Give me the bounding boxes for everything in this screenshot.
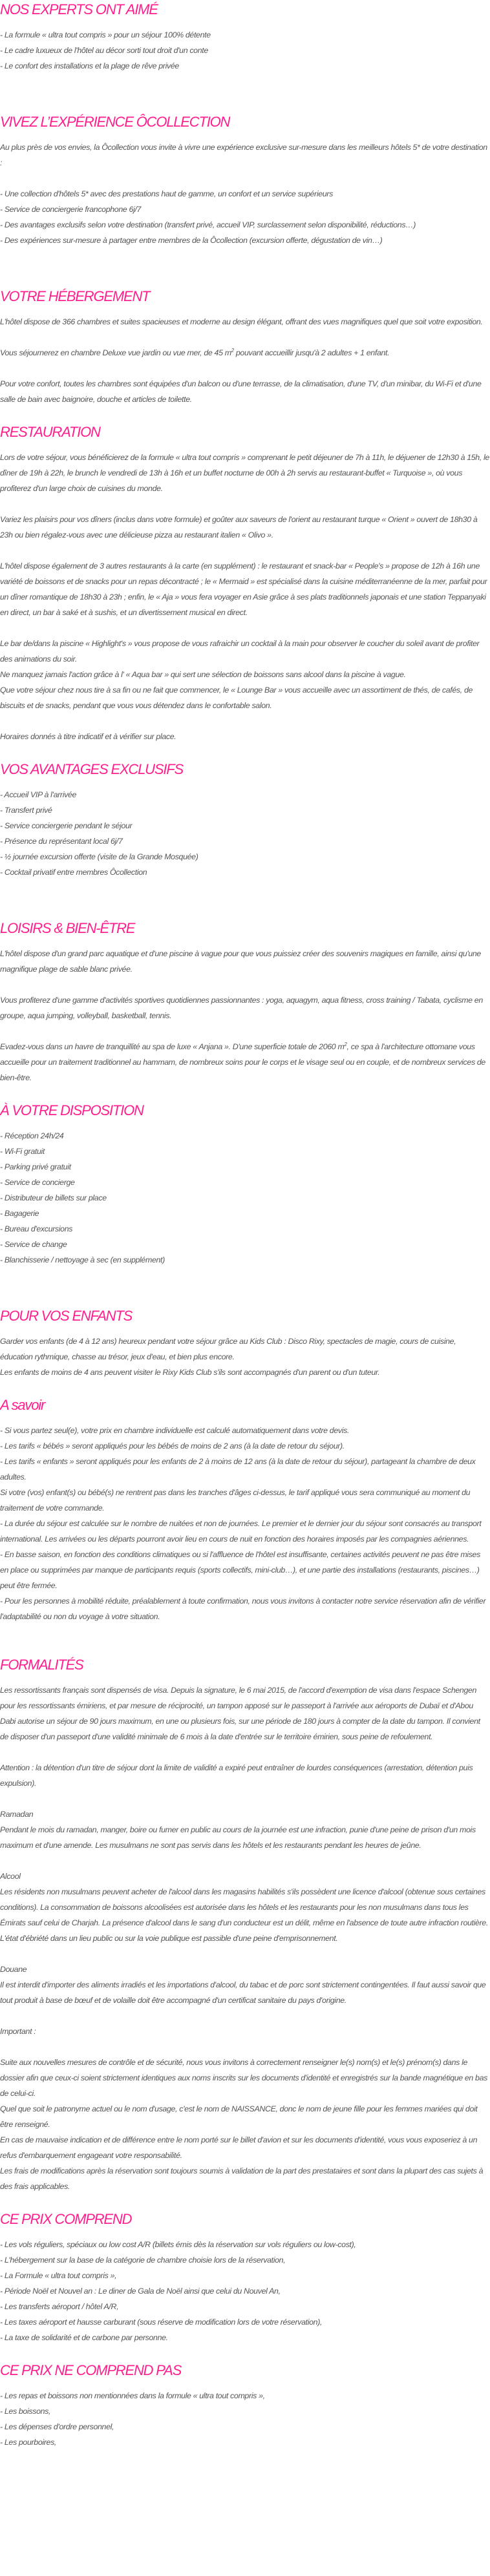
asavoir-line: - Si vous partez seul(e), votre prix en chambre individuelle est calculé automatiquement dans votre devis. — [0, 1426, 350, 1435]
ramadan-text: Pendant le mois du ramadan, manger, boire ou fumer en public au cours de la journée est une infraction, punie d'une peine de prison d'un mois maximum et d'une amende. Les musulmans ne sont pas servis dans les hôtels et les restaurants pendant les heures de jeûne. — [0, 1825, 476, 1850]
list-item: - Blanchisserie / nettoyage à sec (en supplément) — [0, 1255, 165, 1264]
hebergement-room-paragraph: Vous séjournerez en chambre Deluxe vue jardin ou vue mer, de 45 $m^2$ pouvant accueillir jusqu'à 2 adultes + 1 enfant. — [0, 347, 390, 357]
loisirs-paragraph: Vous profiterez d'une gamme d'activités sportives quotidiennes passionnantes : yoga, aquagym, aqua fitness, cross training / Tabata, cyclisme en groupe, aqua jumping, volleyball, basketball, tennis. — [0, 996, 483, 1020]
list-item: - Des avantages exclusifs selon votre destination (transfert privé, accueil VIP, surclassement selon disponibilité, réductions…) — [0, 220, 416, 229]
formalites-attention: Attention : la détention d'un titre de séjour dont la limite de validité a expiré peut entraîner de lourdes conséquences (arrestation, détention puis expulsion). — [0, 1763, 473, 1788]
asavoir-line: - Les tarifs « bébés » seront appliqués pour les bébés de moins de 2 ans (à la date de retour du séjour). — [0, 1441, 345, 1450]
list-item: - La Formule « ultra tout compris », — [0, 2271, 117, 2280]
list-item: - Service conciergerie pendant le séjour — [0, 821, 133, 830]
section-avantages — [0, 760, 490, 880]
list-item: - Transfert privé — [0, 806, 52, 815]
list-item: - Accueil VIP à l'arrivée — [0, 790, 77, 799]
section-hebergement — [0, 287, 490, 407]
important-line: Quel que soit le patronyme actuel ou le nom d'usage, c'est le nom de NAISSANCE, donc le nom de jeune fille pour les femmes mariées qui doit être renseigné. — [0, 2104, 478, 2129]
list-item: - Wi-Fi gratuit — [0, 1147, 45, 1156]
list-item: - Réception 24h/24 — [0, 1131, 64, 1140]
list-item: - Les repas et boissons non mentionnées dans la formule « ultra tout compris », — [0, 2391, 265, 2400]
section-title-formalites: FORMALITÉS — [0, 1657, 83, 1673]
enfants-line: Garder vos enfants (de 4 à 12 ans) heureux pendant votre séjour grâce au Kids Club : Disco Rixy, spectacles de magie, cours de cuisine, éducation rythmique, chasse au trésor, jeux d'eau, et bien plus encore. — [0, 1337, 456, 1361]
section-loisirs — [0, 919, 490, 1085]
section-title-avantages: VOS AVANTAGES EXCLUSIFS — [0, 761, 183, 777]
list-item: - Service de change — [0, 1240, 67, 1249]
asavoir-line: - Les tarifs « enfants » seront appliqués pour les enfants de 2 à moins de 12 ans (à la date de retour du séjour), partageant la chambre de deux adultes. — [0, 1457, 476, 1482]
comprend-list — [0, 2237, 490, 2345]
important-title: Important : — [0, 2027, 36, 2036]
list-item: - L'hébergement sur la base de la catégorie de chambre choisie lors de la réservation, — [0, 2256, 286, 2265]
section-title-disposition: À VOTRE DISPOSITION — [0, 1102, 144, 1118]
avantages-list — [0, 787, 490, 880]
ramadan-title: Ramadan — [0, 1810, 34, 1819]
list-item: - Une collection d'hôtels 5* avec des prestations haut de gamme, un confort et un service supérieurs — [0, 189, 333, 198]
list-item: - Période Noël et Nouvel an : Le diner de Gala de Noël ainsi que celui du Nouvel An, — [0, 2287, 281, 2296]
section-enfants — [0, 1306, 490, 1380]
list-item: - La taxe de solidarité et de carbone par personne. — [0, 2333, 168, 2342]
section-title-comprend: CE PRIX COMPREND — [0, 2211, 132, 2227]
section-experts — [0, 0, 490, 74]
asavoir-line: - La durée du séjour est calculée sur le nombre de nuitées et non de journées. Le premier et le dernier jour du séjour sont consacrés au transport international. Les arrivées ou les départs pourront avoir lieu en cours de nuit en fonction des horaires imposés par les compagnies aériennes. — [0, 1519, 482, 1544]
list-item: - Service de concierge — [0, 1178, 75, 1187]
restauration-paragraph: Lors de votre séjour, vous bénéficierez de la formule « ultra tout compris » comprenant le petit déjeuner de 7h à 11h, le déjuener de 12h30 à 15h, le dîner de 19h à 22h, le brunch le vendredi de 13h à 16h et un buffet nocturne de 00h à 2h servis au restaurant-buffet « Turquoise », où vous profiterez d'un large choix de cuisines du monde. — [0, 453, 489, 493]
list-item: - Les boissons, — [0, 2407, 51, 2416]
list-item: - Les vols réguliers, spéciaux ou low cost A/R (billets émis dès la réservation sur vols réguliers ou low-cost), — [0, 2240, 356, 2249]
list-item: - Bureau d'excursions — [0, 1224, 73, 1233]
formalites-visa: Les ressortissants français sont dispensés de visa. Depuis la signature, le 6 mai 2015, de l'accord d'exemption de visa dans l'espace Schengen pour les ressortissants émiriens, et par mesure de réciprocité, un tampon apposé sur le passeport à l'arrivée aux aéroports de Dubaï et d'Abou Dabi autorise un séjour de 90 jours maximum, en une ou plusieurs fois, sur une période de 180 jours à compter de la date du tampon. Il convient de disposer d'un passeport d'une validité minimale de 6 mois à la date d'entrée sur le territoire émirien, sous peine de refoulement. — [0, 1686, 480, 1741]
list-item: - Distributeur de billets sur place — [0, 1193, 107, 1202]
loisirs-paragraph: L'hôtel dispose d'un grand parc aquatique et d'une piscine à vague pour que vous puissiez créer des souvenirs magiques en famille, ainsi qu'une magnifique plage de sable blanc privée. — [0, 949, 481, 974]
ne-comprend-list — [0, 2388, 490, 2450]
section-title-experts: NOS EXPERTS ONT AIMÉ — [0, 1, 158, 17]
experience-list — [0, 186, 490, 248]
section-formalites — [0, 1655, 490, 2194]
list-item: - Des expériences sur-mesure à partager entre membres de la Ôcollection (excursion offerte, dégustation de vin…) — [0, 236, 383, 245]
experts-list — [0, 27, 490, 74]
list-item: - Bagagerie — [0, 1209, 39, 1218]
douane-text: Il est interdit d'importer des aliments irradiés et les importations d'alcool, du tabac et de porc sont strictement contingentées. Il faut aussi savoir que tout produit à base de bœuf et de volaille doit être accompagné d'un certificat sanitaire du pays d'origine. — [0, 1980, 486, 2005]
list-item: - Parking privé gratuit — [0, 1162, 71, 1171]
restauration-bar-line: Ne manquez jamais l'action grâce à l' « Aqua bar » qui sert une sélection de boissons sans alcool dans la piscine à vague. — [0, 670, 406, 679]
section-title-hebergement: VOTRE HÉBERGEMENT — [0, 288, 150, 304]
disposition-list — [0, 1128, 490, 1268]
section-disposition — [0, 1101, 490, 1268]
important-line: Suite aux nouvelles mesures de contrôle et de sécurité, nous vous invitons à correctement renseigner le(s) nom(s) et le(s) prénom(s) dans le dossier afin que ceux-ci soient strictement identiques aux noms inscrits sur les documents d'identité et enregistrés sur la bande magnétique en bas de celui-ci. — [0, 2058, 487, 2098]
important-line: Les frais de modifications après la réservation sont toujours soumis à validation de la part des prestataires et sont dans la plupart des cas sujets à des frais applicables. — [0, 2166, 484, 2191]
section-title-ne-comprend: CE PRIX NE COMPREND PAS — [0, 2362, 182, 2378]
list-item: - ½ journée excursion offerte (visite de la Grande Mosquée) — [0, 852, 198, 861]
restauration-bar-line: Que votre séjour chez nous tire à sa fin ou ne fait que commencer, le « Lounge Bar » vous accueille avec un assortiment de thés, de cafés, de biscuits et de snacks, pendant que vous vous détendez dans le confortable salon. — [0, 686, 473, 710]
section-title-restauration: RESTAURATION — [0, 424, 100, 440]
list-item: - Les transferts aéroport / hôtel A/R, — [0, 2302, 119, 2311]
section-title-enfants: POUR VOS ENFANTS — [0, 1308, 133, 1324]
loisirs-spa-paragraph: Evadez-vous dans un havre de tranquillité au spa de luxe « Anjana ». D'une superficie totale de 2060 $m^2$, ce spa à l'architecture ottomane vous accueille pour un traitement traditionnel au hammam, de nombreux soins pour le corps et le visage seul ou en couple, et de nombreux services de bien-être. — [0, 1041, 485, 1082]
list-item: - Cocktail privatif entre membres Ôcollection — [0, 868, 147, 877]
hebergement-comfort-paragraph: Pour votre confort, toutes les chambres sont équipées d'un balcon ou d'une terrasse, de la climatisation, d'une TV, d'un minibar, du Wi-Fi et d'une salle de bain avec baignoire, douche et articles de toilette. — [0, 379, 482, 404]
section-title-asavoir: A savoir — [0, 1397, 45, 1413]
section-title-loisirs: LOISIRS & BIEN-ÊTRE — [0, 920, 135, 936]
section-asavoir — [0, 1396, 490, 1624]
restauration-paragraph: L'hôtel dispose également de 3 autres restaurants à la carte (en supplément) : le restaurant et snack-bar « People's » propose de 12h à 16h une variété de boissons et de snacks pour un repas décontracté ; le « Mermaid » est spécialisé dans la cuisine méditerranéenne de la mer, parfait pour un dîner romantique de 18h30 à 23h ; enfin, le « Aja » vous fera voyager en Asie grâce à ses plats traditionnels japonais et une station Teppanyaki en direct, un bar à saké et à sushis, et un divertissement musical en direct. — [0, 561, 487, 617]
section-experience — [0, 112, 490, 248]
restauration-note: Horaires donnés à titre indicatif et à vérifier sur place. — [0, 732, 176, 741]
section-ne-comprend — [0, 2361, 490, 2450]
experience-intro: Au plus près de vos envies, la Ôcollection vous invite à vivre une expérience exclusive sur-mesure dans les meilleurs hôtels 5* de votre destination : — [0, 143, 487, 167]
important-line: En cas de mauvaise indication et de différence entre le nom porté sur le billet d'avion et sur les documents d'identité, vous vous exposeriez à un refus d'embarquement engageant votre responsabilité. — [0, 2135, 478, 2160]
list-item: - Les taxes aéroport et hausse carburant (sous réserve de modification lors de votre réservation), — [0, 2318, 323, 2327]
list-item: - Le cadre luxueux de l'hôtel au décor sorti tout droit d'un conte — [0, 46, 208, 55]
alcool-title: Alcool — [0, 1872, 21, 1881]
asavoir-line: - En basse saison, en fonction des conditions climatiques ou si l'affluence de l'hôtel est insuffisante, certaines activités peuvent ne pas être mises en place ou supprimées par manque de participants requis (sports collectifs, mini-club…), et une partie des installations (restaurants, piscines…) peut être fermée. — [0, 1550, 480, 1590]
asavoir-line: Si votre (vos) enfant(s) ou bébé(s) ne rentrent pas dans les tranches d'âges ci-dessus, le tarif appliqué vous sera communiqué au moment du traitement de votre commande. — [0, 1488, 471, 1513]
alcool-text: Les résidents non musulmans peuvent acheter de l'alcool dans les magasins habilités s'ils possèdent une licence d'alcool (obtenue sous certaines conditions). La consommation de boissons alcoolisées est autorisée dans les hôtels et les restaurants pour les non musulmans dans tous les Émirats sauf celui de Charjah. La présence d'alcool dans le sang d'un conducteur est un délit, même en l'absence de toute autre infraction routière. L'état d'ébriété dans un lieu public ou sur la voie publique est passible d'une peine d'emprisonnement. — [0, 1887, 488, 1943]
list-item: - Les pourboires, — [0, 2438, 57, 2447]
asavoir-line: - Pour les personnes à mobilité réduite, préalablement à toute confirmation, nous vous invitons à contacter notre service réservation afin de vérifier l'adaptabilité ou non du voyage à votre situation. — [0, 1597, 486, 1621]
list-item: - Présence du représentant local 6j/7 — [0, 837, 123, 846]
section-restauration — [0, 423, 490, 744]
hebergement-paragraph: L'hôtel dispose de 366 chambres et suites spacieuses et moderne au design élégant, offrant des vues magnifiques quel que soit votre exposition. — [0, 317, 483, 326]
list-item: - Les dépenses d'ordre personnel, — [0, 2422, 114, 2431]
restauration-paragraph: Variez les plaisirs pour vos dîners (inclus dans votre formule) et goûter aux saveurs de l'orient au restaurant turque « Orient » ouvert de 18h30 à 23h ou bien régalez-vous avec une délicieuse pizza au restaurant italien « Olivo ». — [0, 515, 478, 539]
section-title-experience: VIVEZ L’EXPÉRIENCE ÔCOLLECTION — [0, 114, 230, 130]
enfants-line: Les enfants de moins de 4 ans peuvent visiter le Rixy Kids Club s'ils sont accompagnés d'un parent ou d'un tuteur. — [0, 1368, 380, 1377]
list-item: - Le confort des installations et la plage de rêve privée — [0, 61, 179, 70]
list-item: - Service de conciergerie francophone 6j/7 — [0, 205, 142, 214]
restauration-bar-line: Le bar de/dans la piscine « Highlight's » vous propose de vous rafraichir un cocktail à la main pour observer le coucher du soleil avant de profiter des animations du soir. — [0, 639, 480, 664]
list-item: - La formule « ultra tout compris » pour un séjour 100% détente — [0, 30, 211, 39]
section-comprend — [0, 2210, 490, 2345]
douane-title: Douane — [0, 1965, 27, 1974]
